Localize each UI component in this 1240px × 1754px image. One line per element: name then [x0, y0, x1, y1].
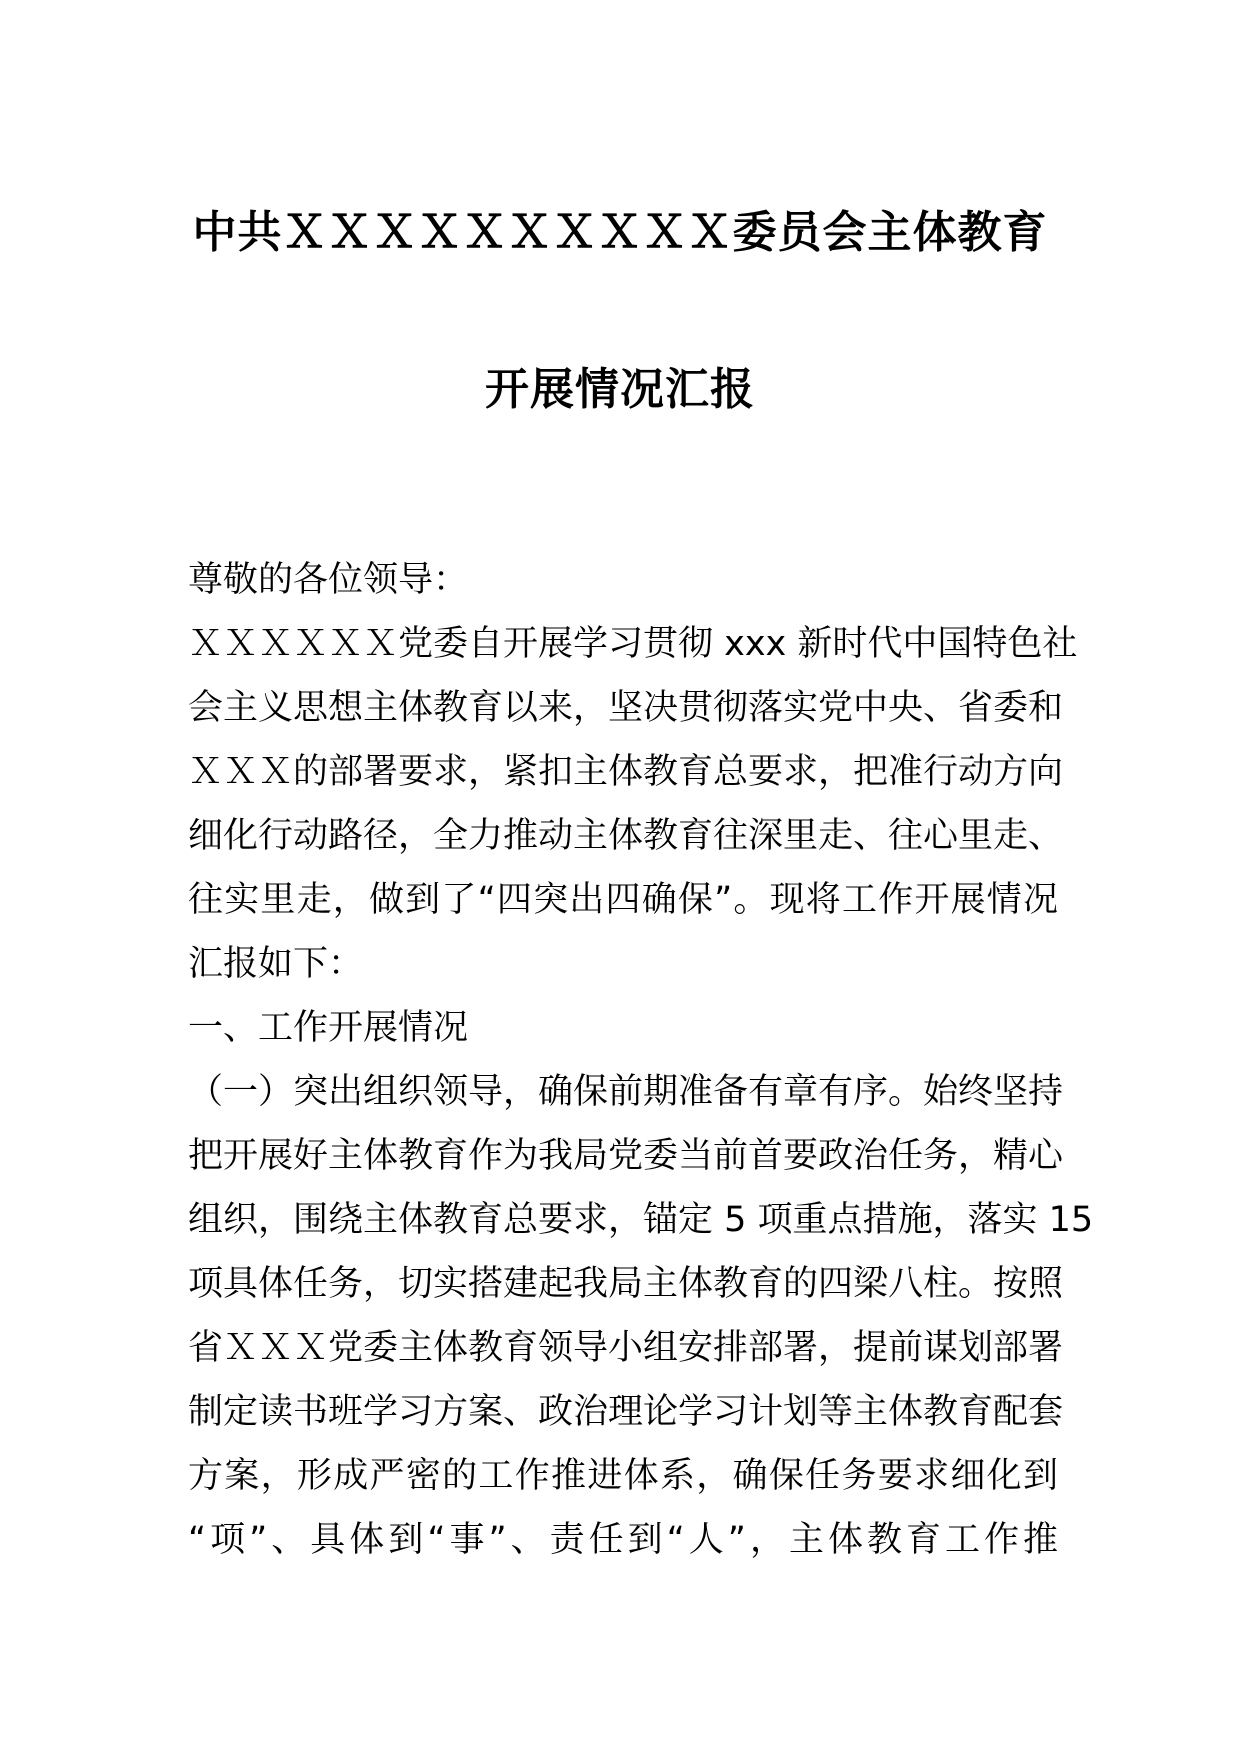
paragraph-line: 省ＸＸＸ党委主体教育领导小组安排部署，提前谋划部署 — [188, 1328, 1064, 1368]
paragraph-line: 会主义思想主体教育以来，坚决贯彻落实党中央、省委和 — [188, 688, 1064, 728]
document-title-line-2: 开展情况汇报 — [485, 364, 755, 415]
document-body — [188, 548, 1094, 1572]
paragraph-line: ＸＸＸ的部署要求，紧扣主体教育总要求，把准行动方向 — [188, 752, 1064, 792]
paragraph-line: 往实里走，做到了“四突出四确保”。现将工作开展情况 — [188, 880, 1058, 920]
paragraph-line: ＸＸＸＸＸＸ党委自开展学习贯彻 xxx 新时代中国特色社 — [188, 624, 1078, 664]
salutation: 尊敬的各位领导： — [188, 560, 469, 600]
paragraph-line: “项”、具体到“事”、责任到“人”，主体教育工作推 — [188, 1520, 1058, 1560]
paragraph-line: （一）突出组织领导，确保前期准备有章有序。始终坚持 — [188, 1072, 1064, 1112]
paragraph-line: 把开展好主体教育作为我局党委当前首要政治任务，精心 — [188, 1136, 1064, 1176]
paragraph-line: 细化行动路径，全力推动主体教育往深里走、往心里走、 — [188, 816, 1064, 856]
paragraph-line: 组织，围绕主体教育总要求，锚定 5 项重点措施，落实 15 — [188, 1200, 1094, 1240]
section-heading: 一、工作开展情况 — [188, 1008, 469, 1048]
paragraph-line: 制定读书班学习方案、政治理论学习计划等主体教育配套 — [188, 1392, 1064, 1432]
paragraph-line: 项具体任务，切实搭建起我局主体教育的四梁八柱。按照 — [188, 1264, 1064, 1304]
paragraph-line: 汇报如下： — [188, 944, 364, 984]
paragraph-line: 方案，形成严密的工作推进体系，确保任务要求细化到 — [188, 1456, 1058, 1496]
document-title-line-1: 中共ＸＸＸＸＸＸＸＸＸＸ委员会主体教育 — [192, 207, 1048, 258]
